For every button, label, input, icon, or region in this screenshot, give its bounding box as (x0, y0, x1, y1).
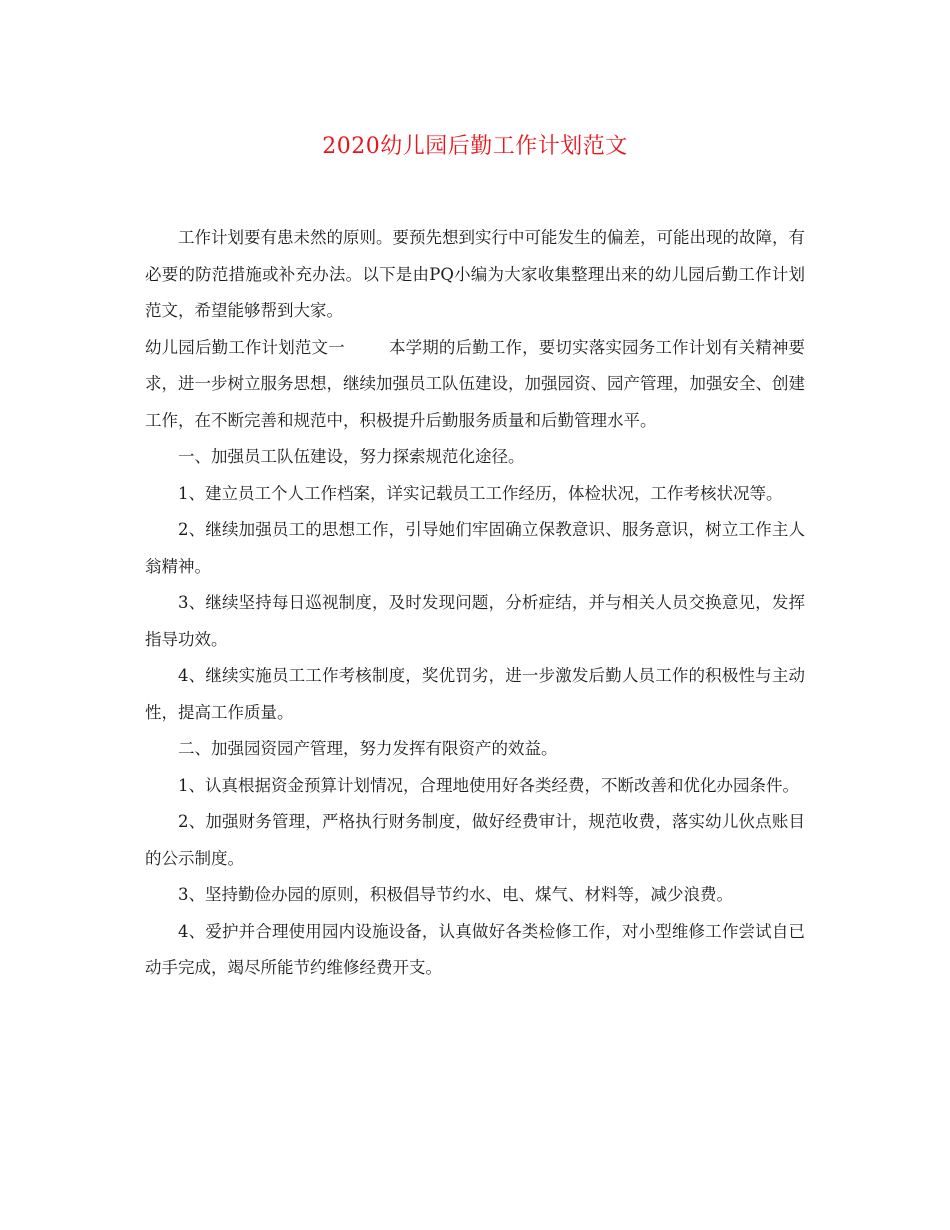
part1-item: 1、建立员工个人工作档案，详实记载员工工作经历，体检状况，工作考核状况等。 (178, 483, 783, 503)
part1-item: 2、继续加强员工的思想工作，引导她们牢固确立保教意识、服务意识，树立工作主人翁精神。 (145, 520, 805, 576)
document-body (145, 220, 805, 987)
part2-item: 4、爱护并合理使用园内设施设备，认真做好各类检修工作，对小型维修工作尝试自已动手完成，竭尽所能节约维修经费开支。 (145, 921, 805, 977)
part1-item: 3、继续坚持每日巡视制度，及时发现问题，分析症结，并与相关人员交换意见，发挥指导功效。 (145, 593, 805, 649)
intro-paragraph: 工作计划要有患未然的原则。要预先想到实行中可能发生的偏差，可能出现的故障，有必要的防范措施或补充办法。以下是由PQ小编为大家收集整理出来的幼儿园后勤工作计划范文，希望能够帮到大家。 (145, 228, 805, 320)
section-paragraph (145, 330, 805, 440)
document-title: 2020幼儿园后勤工作计划范文 (322, 134, 628, 159)
part2-heading: 二、加强园资园产管理，努力发挥有限资产的效益。 (178, 739, 558, 758)
section-heading: 幼儿园后勤工作计划范文一 (145, 337, 345, 357)
part1-heading: 一、加强员工队伍建设，努力探索规范化途径。 (178, 447, 525, 466)
part2-item: 2、加强财务管理，严格执行财务制度，做好经费审计，规范收费，落实幼儿伙点账目的公示制度。 (145, 812, 805, 868)
part2-item: 1、认真根据资金预算计划情况，合理地使用好各类经费，不断改善和优化办园条件。 (178, 775, 799, 795)
part1-item: 4、继续实施员工工作考核制度，奖优罚劣，进一步激发后勤人员工作的积极性与主动性，提高工作质量。 (145, 666, 805, 722)
part2-item: 3、坚持勤俭办园的原则，积极倡导节约水、电、煤气、材料等，减少浪费。 (178, 885, 733, 904)
section-intro: 本学期的后勤工作，要切实落实园务工作计划有关精神要求，进一步树立服务思想，继续加强员工队伍建设，加强园资、园产管理，加强安全、创建工作，在不断完善和规范中，积极提升后勤服务质量和后勤管理水平。 (145, 337, 806, 430)
